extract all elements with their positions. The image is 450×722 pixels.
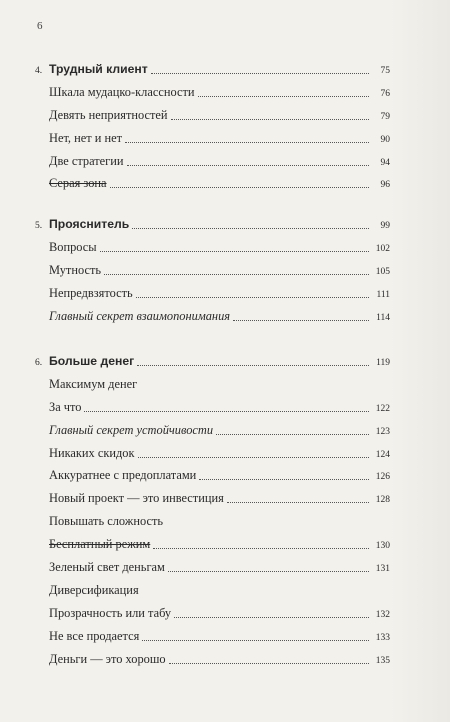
dot-leader: [100, 251, 369, 252]
dot-leader: [151, 73, 369, 74]
page-ref: 79: [380, 111, 390, 122]
entry-title: Зеленый свет деньгам: [49, 560, 165, 575]
dot-leader: [104, 274, 369, 275]
toc-entry: [35, 510, 390, 533]
page-ref: 126: [375, 472, 390, 483]
chapter-number: 5.: [35, 221, 43, 231]
toc-entry: [35, 533, 390, 556]
page-ref: 123: [375, 426, 390, 437]
page-number: 6: [37, 20, 43, 32]
entry-title: Серая зона: [49, 176, 107, 191]
page-ref: 94: [380, 157, 390, 168]
entry-title: Мутность: [49, 262, 102, 277]
toc-entry: [35, 81, 390, 104]
page-ref: 135: [375, 655, 390, 666]
chapter-title: Трудный клиент: [49, 62, 148, 76]
chapter-number: 6.: [35, 358, 43, 368]
page-ref: 128: [375, 495, 390, 506]
entry-title: Диверсификация: [49, 582, 139, 597]
toc-entry: [35, 373, 390, 396]
toc-entry: [35, 602, 390, 625]
dot-leader: [136, 297, 369, 298]
dot-leader: [233, 320, 369, 321]
page-ref: 132: [375, 609, 390, 620]
entry-title: Прозрачность или табу: [49, 605, 172, 620]
page-ref: 76: [380, 88, 390, 99]
dot-leader: [174, 617, 369, 618]
toc-entry: [35, 487, 390, 510]
page-ref: 133: [375, 632, 390, 643]
entry-title: Повышать сложность: [49, 514, 164, 529]
toc-entry: [35, 648, 390, 671]
entry-title: Новый проект — это инвестиция: [49, 491, 224, 506]
toc-entry: [35, 236, 390, 259]
dot-leader: [138, 457, 369, 458]
page-ref: 96: [380, 180, 390, 191]
toc-entry: [35, 259, 390, 282]
entry-title: Деньги — это хорошо: [49, 651, 166, 666]
dot-leader: [199, 479, 369, 480]
toc-chapter-heading: [35, 350, 390, 373]
dot-leader: [171, 119, 369, 120]
toc-section-6: [35, 350, 390, 670]
page-ref: 119: [376, 358, 390, 368]
page-ref: 90: [380, 134, 390, 145]
toc-chapter-heading: [35, 213, 390, 236]
dot-leader: [142, 640, 369, 641]
toc-entry: [35, 625, 390, 648]
dot-leader: [216, 434, 369, 435]
entry-title: Главный секрет устойчивости: [49, 422, 214, 437]
page-ref: 122: [375, 403, 390, 414]
page-ref: 105: [375, 266, 390, 277]
toc-entry: [35, 396, 390, 419]
entry-title: Максимум денег: [49, 376, 138, 391]
page-ref: 114: [376, 312, 390, 323]
page-ref: 99: [380, 221, 390, 231]
toc-section-4: [35, 58, 390, 195]
entry-title: Две стратегии: [49, 153, 124, 168]
entry-title: Шкала мудацко-классности: [49, 84, 195, 99]
dot-leader: [169, 663, 369, 664]
dot-leader: [137, 365, 369, 366]
dot-leader: [227, 502, 369, 503]
toc-entry: [35, 127, 390, 150]
page-edge-shadow: [390, 0, 450, 722]
dot-leader: [84, 411, 369, 412]
entry-title: Бесплатный режим: [49, 537, 151, 552]
toc-entry: [35, 104, 390, 127]
dot-leader: [153, 548, 369, 549]
chapter-number: 4.: [35, 66, 43, 76]
dot-leader: [125, 142, 369, 143]
toc-entry: [35, 556, 390, 579]
entry-title: Нет, нет и нет: [49, 130, 123, 145]
toc-entry: [35, 150, 390, 173]
dot-leader: [168, 571, 369, 572]
toc-chapter-heading: [35, 58, 390, 81]
toc-entry: [35, 172, 390, 195]
toc-entry: [35, 282, 390, 305]
page-ref: 124: [375, 449, 390, 460]
toc-entry: [35, 442, 390, 465]
toc-section-5: [35, 213, 390, 327]
entry-title: Не все продается: [49, 628, 140, 643]
dot-leader: [132, 228, 369, 229]
entry-title: Непредвзятость: [49, 285, 133, 300]
dot-leader: [127, 165, 369, 166]
page-ref: 130: [375, 541, 390, 552]
toc-entry: [35, 464, 390, 487]
toc-entry: [35, 579, 390, 602]
entry-title: Вопросы: [49, 239, 97, 254]
page-ref: 131: [375, 564, 390, 575]
chapter-title: Прояснитель: [49, 217, 130, 231]
entry-title: Никаких скидок: [49, 445, 135, 460]
toc-entry: [35, 305, 390, 328]
chapter-title: Больше денег: [49, 354, 135, 368]
entry-title: Девять неприятностей: [49, 107, 168, 122]
dot-leader: [110, 187, 369, 188]
page-ref: 102: [375, 243, 390, 254]
page-ref: 75: [380, 66, 390, 76]
toc-entry: [35, 419, 390, 442]
dot-leader: [198, 96, 369, 97]
entry-title: Главный секрет взаимопонимания: [49, 308, 231, 323]
entry-title: За что: [49, 399, 82, 414]
page-ref: 111: [376, 289, 390, 300]
entry-title: Аккуратнее с предоплатами: [49, 468, 197, 483]
